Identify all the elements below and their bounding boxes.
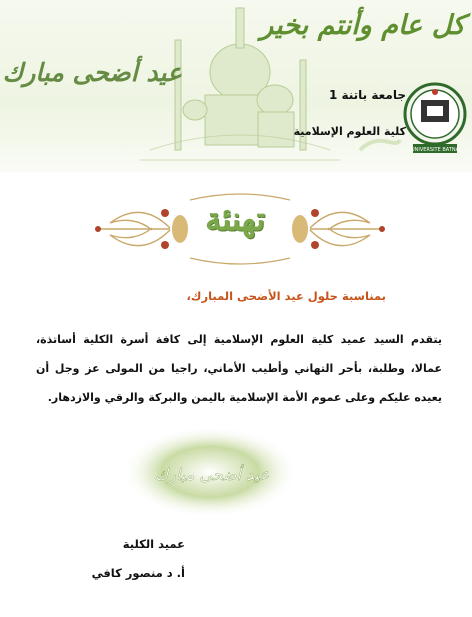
eid-badge-text: عيد أضحى مبارك	[155, 465, 269, 484]
signature-name: أ. د منصور كافي	[91, 566, 185, 580]
greeting-calligraphy: كل عام وأنتم بخير	[260, 10, 465, 41]
eid-mubarak-calligraphy: عيد أضحى مبارك	[2, 58, 182, 87]
greeting-message: يتقدم السيد عميد كلية العلوم الإسلامية إلى كافة أسرة الكلية أساتذة، عمالا، وطلبة، بأحر التهاني وأطيب الأماني، راجيا من المولى عز وجل أن يعيده عليكم وعلى عموم الأمة الإسلامية باليمن والبركة والرقي والازدهار.	[36, 333, 442, 404]
university-batna-emblem-icon	[403, 80, 467, 158]
eid-badge	[120, 424, 300, 520]
congratulations-title: تهنئة	[204, 200, 266, 238]
logo-caption: UNIVERSITE BATNA	[410, 147, 460, 153]
header-banner	[0, 0, 472, 172]
faculty-name: كلية العلوم الإسلامية	[293, 125, 406, 138]
occasion-line: بمناسبة حلول عيد الأضحى المبارك،	[186, 289, 386, 303]
university-name: جامعة باتنة 1	[328, 88, 406, 102]
university-logo	[403, 80, 467, 158]
signature-title: عميد الكلية	[122, 537, 185, 551]
